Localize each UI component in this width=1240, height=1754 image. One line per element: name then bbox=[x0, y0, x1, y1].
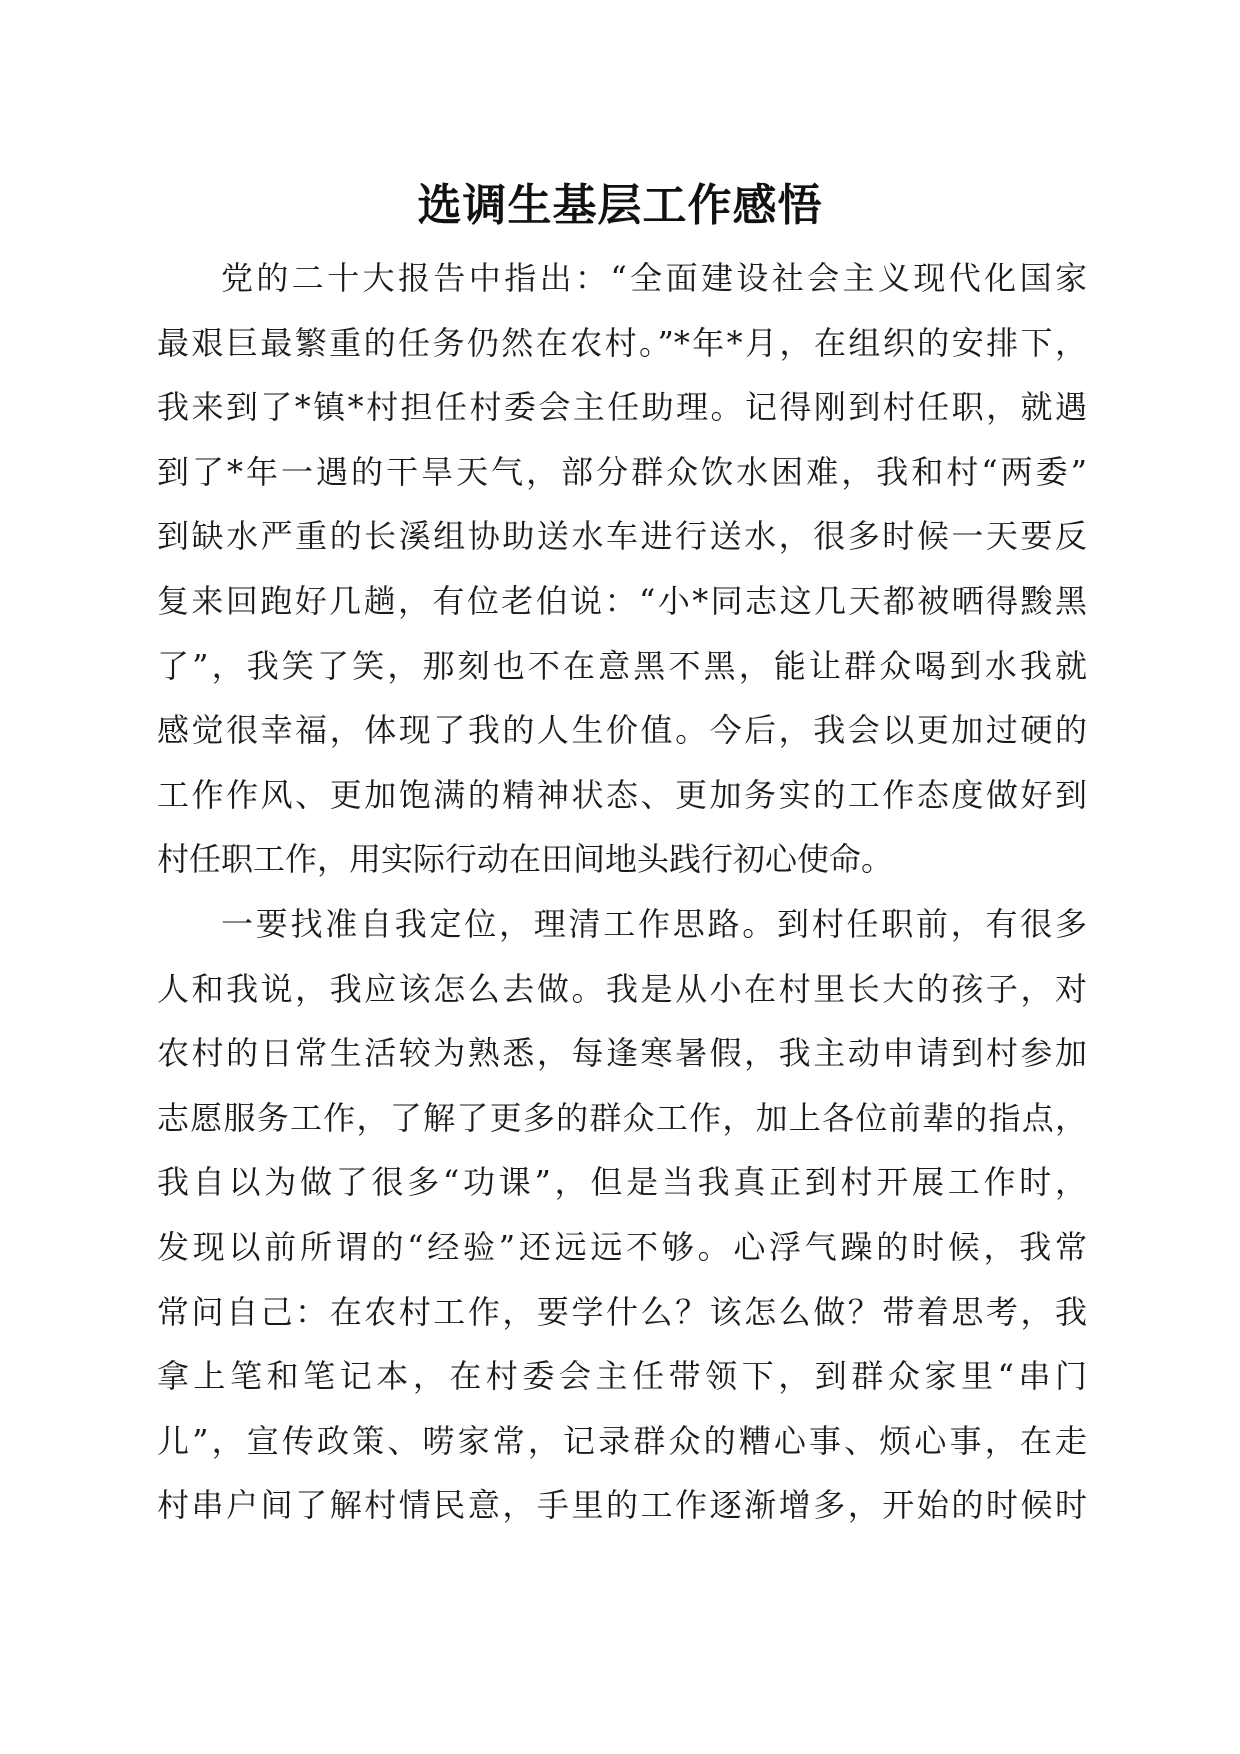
paragraph-line: 常问自己：在农村工作，要学什么？该怎么做？带着思考，我 bbox=[157, 1292, 1087, 1331]
paragraph-line: 发现以前所谓的“经验”还远远不够。心浮气躁的时候，我常 bbox=[157, 1227, 1087, 1266]
paragraph-line: 志愿服务工作，了解了更多的群众工作，加上各位前辈的指点， bbox=[157, 1098, 1087, 1137]
paragraph-line: 农村的日常生活较为熟悉，每逢寒暑假，我主动申请到村参加 bbox=[157, 1034, 1087, 1073]
paragraph-line: 党的二十大报告中指出：“全面建设社会主义现代化国家 bbox=[221, 259, 1087, 297]
paragraph-line: 人和我说，我应该怎么去做。我是从小在村里长大的孩子，对 bbox=[157, 969, 1087, 1008]
paragraph-line: 到缺水严重的长溪组协助送水车进行送水，很多时候一天要反 bbox=[157, 517, 1087, 556]
paragraph-line: 村串户间了解村情民意，手里的工作逐渐增多，开始的时候时 bbox=[157, 1486, 1087, 1525]
paragraph-line: 感觉很幸福，体现了我的人生价值。今后，我会以更加过硬的 bbox=[157, 711, 1087, 750]
paragraph-line: 拿上笔和笔记本，在村委会主任带领下，到群众家里“串门 bbox=[157, 1357, 1087, 1396]
paragraph-line: 村任职工作，用实际行动在田间地头践行初心使命。 bbox=[157, 840, 894, 879]
paragraph-line: 我来到了*镇*村担任村委会主任助理。记得刚到村任职，就遇 bbox=[157, 388, 1087, 427]
paragraph-line: 工作作风、更加饱满的精神状态、更加务实的工作态度做好到 bbox=[157, 775, 1087, 814]
paragraph-line: 儿”，宣传政策、唠家常，记录群众的糟心事、烦心事，在走 bbox=[157, 1421, 1087, 1460]
paragraph-line: 复来回跑好几趟，有位老伯说：“小*同志这几天都被晒得黢黑 bbox=[157, 581, 1087, 620]
paragraph-line: 一要找准自我定位，理清工作思路。到村任职前，有很多 bbox=[221, 904, 1087, 943]
paragraph-line: 到了*年一遇的干旱天气，部分群众饮水困难，我和村“两委” bbox=[157, 452, 1087, 491]
paragraph-1 bbox=[157, 246, 1087, 892]
paragraph-line: 最艰巨最繁重的任务仍然在农村。”*年*月，在组织的安排下， bbox=[157, 323, 1087, 362]
paragraph-2 bbox=[157, 892, 1087, 1538]
document-body bbox=[157, 246, 1087, 1538]
document-title: 选调生基层工作感悟 bbox=[417, 180, 823, 231]
paragraph-line: 我自以为做了很多“功课”，但是当我真正到村开展工作时， bbox=[157, 1163, 1087, 1202]
paragraph-line: 了”，我笑了笑，那刻也不在意黑不黑，能让群众喝到水我就 bbox=[157, 646, 1087, 685]
